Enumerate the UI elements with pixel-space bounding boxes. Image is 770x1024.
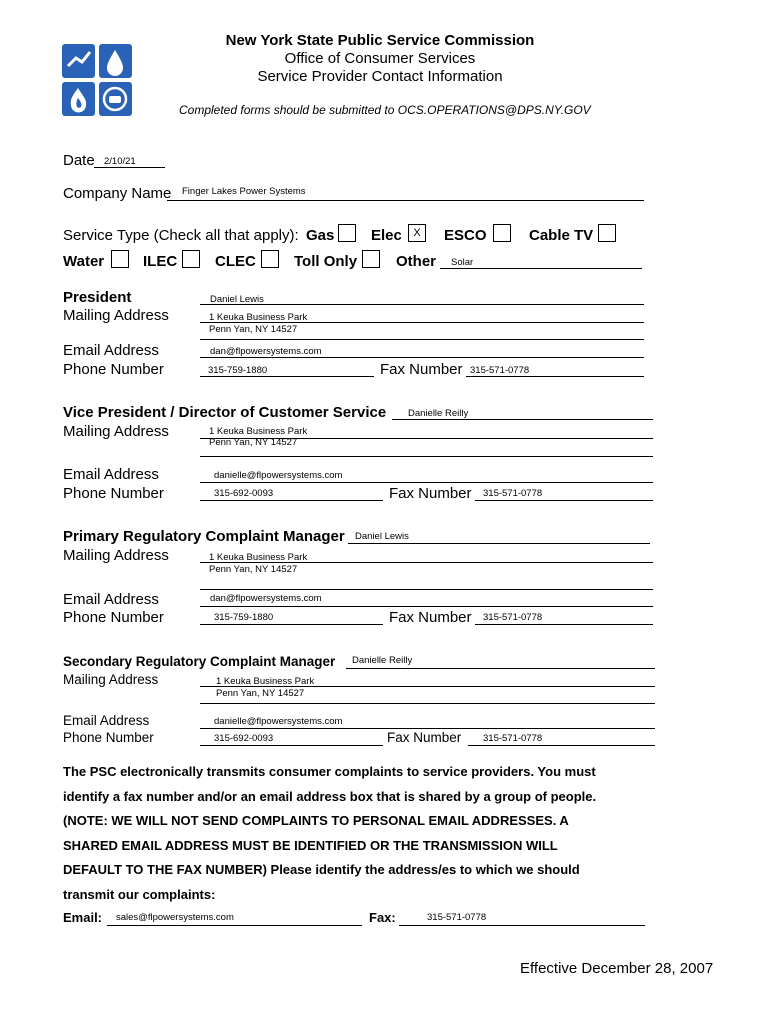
transmit-email-line <box>107 925 362 926</box>
primary-manager-name-line <box>348 543 650 544</box>
psc-logo <box>62 44 132 116</box>
president-phone-line <box>200 376 374 377</box>
primary-manager-address1-field[interactable]: 1 Keuka Business Park <box>209 552 308 563</box>
company-label: Company Name <box>63 185 172 202</box>
secondary-manager-address2-field[interactable]: Penn Yan, NY 14527 <box>216 688 305 699</box>
president-email-label: Email Address <box>63 342 159 359</box>
president-fax-line <box>466 376 644 377</box>
notice-paragraph <box>63 760 703 907</box>
elec-checkbox[interactable]: X <box>408 224 426 242</box>
gas-checkbox[interactable] <box>338 224 356 242</box>
primary-manager-email-label: Email Address <box>63 591 159 608</box>
secondary-manager-phone-label: Phone Number <box>63 730 154 745</box>
ilec-checkbox[interactable] <box>182 250 200 268</box>
president-email-line <box>200 357 644 358</box>
primary-manager-name-field[interactable]: Daniel Lewis <box>355 531 409 542</box>
date-line <box>94 167 165 168</box>
transmit-email-field[interactable]: sales@flpowersystems.com <box>116 912 234 923</box>
secondary-manager-name-field[interactable]: Danielle Reilly <box>352 655 413 666</box>
water-label: Water <box>63 253 105 270</box>
vice-president-email-field[interactable]: danielle@flpowersystems.com <box>214 470 343 481</box>
other-line <box>440 268 642 269</box>
water-checkbox[interactable] <box>111 250 129 268</box>
notice-line: transmit our complaints: <box>63 886 216 902</box>
secondary-manager-phone-field[interactable]: 315-692-0093 <box>214 733 274 744</box>
transmit-fax-field[interactable]: 315-571-0778 <box>427 912 487 923</box>
clec-label: CLEC <box>215 253 256 270</box>
transmit-fax-label: Fax: <box>369 910 396 925</box>
president-address2-field[interactable]: Penn Yan, NY 14527 <box>209 324 298 335</box>
secondary-manager-fax-label: Fax Number <box>387 730 462 745</box>
president-phone-label: Phone Number <box>63 361 164 378</box>
primary-manager-address2-field[interactable]: Penn Yan, NY 14527 <box>209 564 298 575</box>
primary-manager-phone-field[interactable]: 315-759-1880 <box>214 612 274 623</box>
president-address1-field[interactable]: 1 Keuka Business Park <box>209 312 308 323</box>
president-phone-field[interactable]: 315-759-1880 <box>208 365 268 376</box>
vice-president-name-field[interactable]: Danielle Reilly <box>408 408 469 419</box>
service-type-label: Service Type (Check all that apply): <box>63 227 299 244</box>
president-name-field[interactable]: Daniel Lewis <box>210 294 264 305</box>
vice-president-phone-field[interactable]: 315-692-0093 <box>214 488 274 499</box>
secondary-manager-fax-line <box>468 745 655 746</box>
company-line <box>167 200 644 201</box>
secondary-manager-mailing-label: Mailing Address <box>63 672 159 687</box>
cable-tv-checkbox[interactable] <box>598 224 616 242</box>
cable-tv-label: Cable TV <box>529 227 594 244</box>
secondary-manager-email-label: Email Address <box>63 713 150 728</box>
other-field[interactable]: Solar <box>451 257 474 268</box>
primary-manager-email-field[interactable]: dan@flpowersystems.com <box>210 593 322 604</box>
ilec-label: ILEC <box>143 253 178 270</box>
president-name-line <box>200 304 644 305</box>
date-field[interactable]: 2/10/21 <box>104 156 136 167</box>
vice-president-email-line <box>200 482 653 483</box>
primary-manager-address-line-2 <box>200 589 653 590</box>
primary-manager-fax-field[interactable]: 315-571-0778 <box>483 612 543 623</box>
vice-president-fax-line <box>475 500 653 501</box>
office-name: Office of Consumer Services <box>284 50 476 67</box>
secondary-manager-heading: Secondary Regulatory Complaint Manager <box>63 654 336 669</box>
primary-manager-mailing-label: Mailing Address <box>63 547 169 564</box>
secondary-manager-fax-field[interactable]: 315-571-0778 <box>483 733 543 744</box>
transmit-fax-line <box>399 925 645 926</box>
vice-president-fax-label: Fax Number <box>389 485 472 502</box>
president-address-line-2 <box>200 339 644 340</box>
secondary-manager-phone-line <box>200 745 383 746</box>
vice-president-address-line-2 <box>200 456 653 457</box>
vice-president-phone-label: Phone Number <box>63 485 164 502</box>
page-title: New York State Public Service Commission <box>225 32 535 49</box>
company-field[interactable]: Finger Lakes Power Systems <box>182 186 306 197</box>
submit-note: Completed forms should be submitted to OCS.OPERATIONS@DPS.NY.GOV <box>179 103 591 117</box>
president-email-field[interactable]: dan@flpowersystems.com <box>210 346 322 357</box>
transmit-email-label: Email: <box>63 910 103 925</box>
clec-checkbox[interactable] <box>261 250 279 268</box>
vice-president-address1-field[interactable]: 1 Keuka Business Park <box>209 426 308 437</box>
president-mailing-label: Mailing Address <box>63 307 169 324</box>
notice-line: (NOTE: WE WILL NOT SEND COMPLAINTS TO PERSONAL EMAIL ADDRESSES. A <box>63 813 569 828</box>
esco-label: ESCO <box>444 227 487 244</box>
secondary-manager-email-field[interactable]: danielle@flpowersystems.com <box>214 716 343 727</box>
vice-president-heading: Vice President / Director of Customer Service <box>63 404 387 421</box>
primary-manager-phone-label: Phone Number <box>63 609 164 626</box>
primary-manager-fax-label: Fax Number <box>389 609 472 626</box>
effective-date: Effective December 28, 2007 <box>520 960 714 977</box>
primary-manager-fax-line <box>475 624 653 625</box>
notice-line: SHARED EMAIL ADDRESS MUST BE IDENTIFIED OR THE TRANSMISSION WILL <box>63 837 558 853</box>
president-fax-label: Fax Number <box>380 361 463 378</box>
secondary-manager-email-line <box>200 728 655 729</box>
notice-line: The PSC electronically transmits consumer complaints to service providers. You must <box>63 764 596 779</box>
vice-president-email-label: Email Address <box>63 466 159 483</box>
primary-manager-heading: Primary Regulatory Complaint Manager <box>63 528 345 545</box>
notice-line: DEFAULT TO THE FAX NUMBER) Please identify the address/es to which we should <box>63 862 580 877</box>
secondary-manager-address-line-2 <box>200 703 655 704</box>
notice-line: identify a fax number and/or an email address box that is shared by a group of people. <box>63 788 597 804</box>
vice-president-fax-field[interactable]: 315-571-0778 <box>483 488 543 499</box>
esco-checkbox[interactable] <box>493 224 511 242</box>
primary-manager-phone-line <box>200 624 383 625</box>
vice-president-address2-field[interactable]: Penn Yan, NY 14527 <box>209 437 298 448</box>
vice-president-phone-line <box>200 500 383 501</box>
secondary-manager-address1-field[interactable]: 1 Keuka Business Park <box>216 676 315 687</box>
vice-president-name-line <box>392 419 653 420</box>
president-fax-field[interactable]: 315-571-0778 <box>470 365 530 376</box>
primary-manager-email-line <box>200 606 653 607</box>
other-label: Other <box>396 253 437 270</box>
president-heading: President <box>63 289 132 306</box>
vice-president-mailing-label: Mailing Address <box>63 423 169 440</box>
gas-label: Gas <box>306 227 335 244</box>
date-label: Date <box>63 152 95 169</box>
toll-only-label: Toll Only <box>294 253 358 270</box>
toll-only-checkbox[interactable] <box>362 250 380 268</box>
elec-label: Elec <box>371 227 402 244</box>
secondary-manager-name-line <box>346 668 655 669</box>
form-name: Service Provider Contact Information <box>257 68 503 85</box>
